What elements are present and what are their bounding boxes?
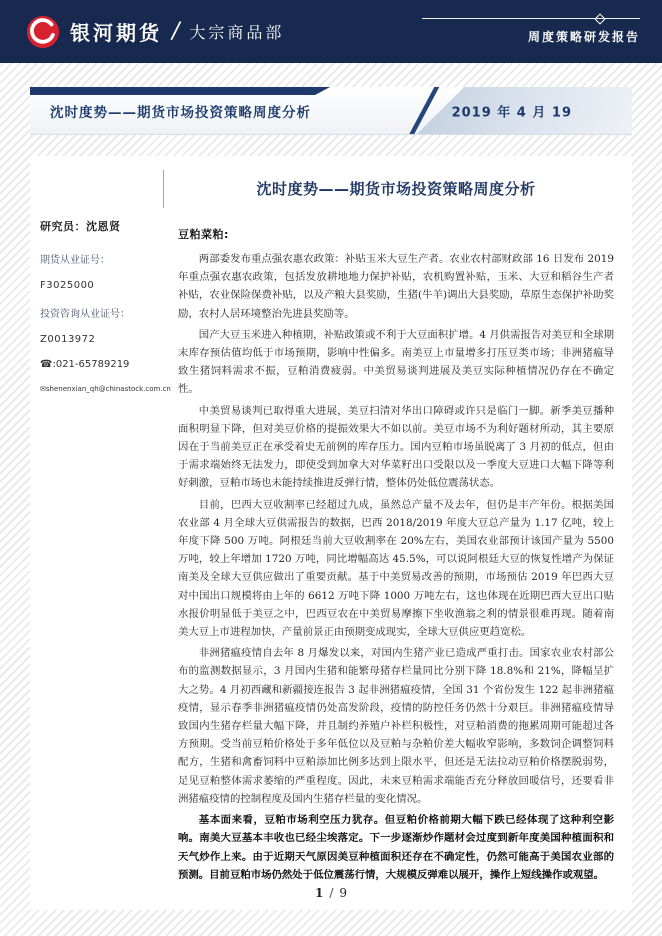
brand-department: 大宗商品部: [189, 23, 285, 42]
researcher-info: [40, 218, 170, 393]
report-type-block: [422, 18, 640, 45]
futures-license-number: F3025000: [40, 280, 95, 291]
email-icon: ✉: [40, 385, 46, 393]
banner-title: 沈时度势——期货市场投资策略周度分析: [50, 104, 311, 121]
brand-name: 银河期货: [70, 21, 162, 45]
brand-block: [26, 15, 284, 49]
advisor-license-number: Z0013972: [40, 334, 96, 345]
paragraph: 两部委发布重点强农惠农政策：补贴玉米大豆生产者。农业农村部财政部 16 日发布 2019 年重点强农惠农政策，包括发放耕地地力保护补贴，农机购置补贴，玉米、大豆和稻谷生产者补贴，农业保险保费补贴，以及产粮大县奖励，生猪(牛羊)调出大县奖励，草原生态保护补助奖励，农村人居环境整治先进县奖励等。: [178, 253, 614, 320]
paragraph: 中美贸易谈判已取得重大进展，美豆扫清对华出口障碍或许只是临门一脚。新季美豆播种面积明显下降，但对美豆价格的提振效果大不如以前。美豆市场不为利好题材所动，其主要原因在于当前美豆正在承受着史无前例的库存压力。国内豆粕市场虽脱离了 3 月初的低点，但由于需求端始终无法发力，即使受到加拿大对华菜籽出口受限以及一季度大豆进口大幅下降等利好刺激，豆粕市场也未能持续推进反弹行情，整体仍处低位震荡状态。: [178, 404, 614, 490]
section-heading: 豆粕菜粕:: [178, 228, 229, 241]
report-date: 2019 年 4 月 19: [451, 105, 572, 120]
researcher-name: 研究员：沈恩贤: [40, 220, 121, 233]
diamond-icon: [594, 13, 605, 24]
page-total: 9: [339, 886, 348, 900]
email-address: shenenxian_qh@chinastock.com.cn: [45, 385, 171, 393]
page-footer: [30, 886, 632, 900]
conclusion-paragraph: 基本面来看，豆粕市场利空压力犹存。但豆粕价格前期大幅下跌已经体现了这种利空影响。南美大豆基本丰收也已经尘埃落定。下一步逐渐炒作题材会过度到新年度美国种植面积和天气炒作上来。由于近期天气原因美豆种植面积还存在不确定性，仍然可能高于美国农业部的预测。目前豆粕市场仍然处于低位震荡行情，大规模反弹难以展开，操作上短线操作或观望。: [178, 814, 614, 881]
page-number: 1: [314, 886, 324, 900]
title-divider: [163, 170, 164, 208]
futures-license-label: 期货从业证号：: [40, 255, 110, 266]
brand-separator: /: [172, 19, 180, 44]
phone-number: 021-65789219: [55, 359, 130, 370]
banner-top-accent: [30, 87, 330, 95]
paragraph: 国产大豆玉米进入种植期，补贴政策或不利于大豆面积扩增。4 月供需报告对美豆和全球期末库存预估值均低于市场预期，影响中性偏多。南美豆上市量增多打压豆类市场；非洲猪瘟导致生猪饲料需求不振，豆粕消费疲弱。中美贸易谈判进展及美豆实际种植情况仍存在不确定性。: [178, 328, 614, 396]
report-type-label: 周度策略研发报告: [527, 30, 640, 44]
decorative-line: [422, 18, 640, 19]
email-row: [40, 385, 170, 393]
advisor-license-label: 投资咨询从业证号：: [40, 309, 130, 320]
report-body: [178, 226, 614, 887]
title-banner: [30, 87, 632, 135]
document-title: 沈时度势——期货市场投资策略周度分析: [256, 180, 536, 198]
galaxy-logo-icon: [26, 15, 60, 49]
content-card: [30, 156, 632, 910]
paragraph: 目前，巴西大豆收割率已经超过九成，虽然总产量不及去年，但仍是丰产年份。根据美国农业部 4 月全球大豆供需报告的数据，巴西 2018/2019 年度大豆总产量为 1.17 亿吨，较上年度下降 500 万吨。阿根廷当前大豆收割率在 20%左右，美国农业部预计该国产量为 5500 万吨，较上年增加 1720 万吨，同比增幅高达 45.5%，可以说阿根廷大豆的恢复性增产为保证南美及全球大豆供应做出了重要贡献。基于中美贸易改善的预期，市场预估 2019 年巴西大豆对中国出口规模将由上年的 6612 万吨下降 1000 万吨左右，这也体现在近期巴西大豆出口贴水报价明显低于美豆之中，巴西豆农在中美贸易摩擦下坐收渔翁之利的情景很难再现。随着南美大豆上市进程加快，产量前景正由预期变成现实，全球大豆供应更趋宽松。: [178, 498, 614, 639]
phone-row: [40, 359, 170, 370]
page-separator: /: [329, 886, 334, 900]
phone-icon: ☎:: [40, 359, 56, 370]
paragraph: 非洲猪瘟疫情自去年 8 月爆发以来，对国内生猪产业已造成严重打击。国家农业农村部公布的监测数据显示，3 月国内生猪和能繁母猪存栏量同比分别下降 18.8%和 21%，降幅呈扩大之势。4 月初西藏和新疆接连报告 3 起非洲猪瘟疫情，全国 31 个省份发生 122 起非洲猪瘟疫情，显示春季非洲猪瘟疫情仍处高发阶段，疫情的防控任务仍然十分艰巨。非洲猪瘟疫情导致国内生猪存栏量大幅下降，并且制约养殖户补栏积极性，对豆粕消费的拖累周期可能超过各方预期。受当前豆粕价格处于多年低位以及豆粕与杂粕价差大幅收窄影响，多数饲企调整饲料配方，生猪和禽畜饲料中豆粕添加比例多达到上限水平，但还是无法拉动豆粕价格摆脱弱势，足见豆粕整体需求萎缩的严重程度。因此，未来豆粕需求端能否充分释放回暖信号，还要看非洲猪瘟疫情的控制程度及国内生猪存栏量的变化情况。: [178, 647, 614, 805]
masthead: [0, 0, 662, 63]
